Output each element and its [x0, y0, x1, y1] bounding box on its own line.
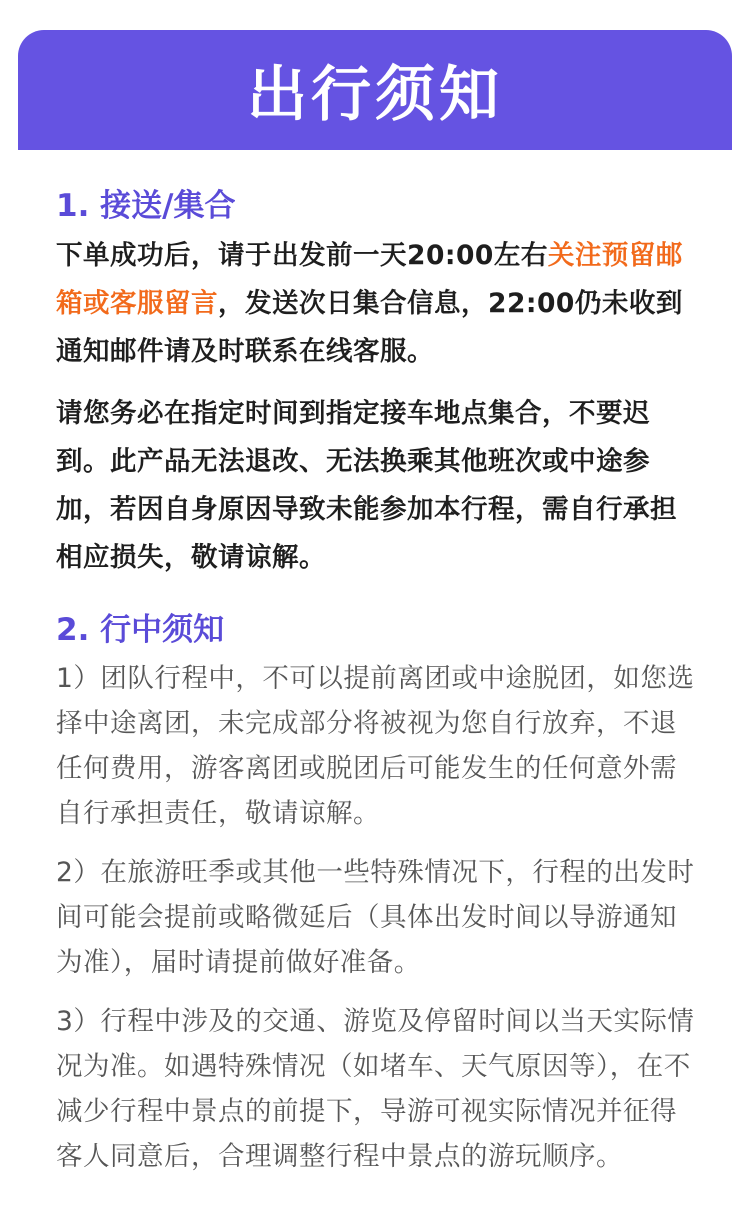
list-item: 1）团队行程中，不可以提前离团或中途脱团，如您选择中途离团，未完成部分将被视为您自行放弃，不退任何费用，游客离团或脱团后可能发生的任何意外需自行承担责任，敬请谅解。: [56, 663, 695, 829]
page-header: [18, 30, 732, 150]
notice-content: [56, 180, 696, 1193]
list-item: 2）在旅游旺季或其他一些特殊情况下，行程的出发时间可能会提前或略微延后（具体出发时间以导游通知为准），届时请提前做好准备。: [56, 857, 695, 978]
pickup-highlight: 关注预留邮箱或客服留言: [56, 240, 683, 319]
pickup-text-after: ，发送次日集合信息，22:00仍未收到通知邮件请及时联系在线客服。: [56, 288, 683, 367]
page-title: 出行须知: [247, 60, 503, 130]
section-title-pickup: 1. 接送/集合: [56, 188, 236, 224]
pickup-paragraph-2: 请您务必在指定时间到指定接车地点集合，不要迟到。此产品无法退改、无法换乘其他班次或中途参加，若因自身原因导致未能参加本行程，需自行承担相应损失，敬请谅解。: [56, 398, 677, 573]
pickup-paragraph-1: [56, 232, 696, 376]
list-item: 3）行程中涉及的交通、游览及停留时间以当天实际情况为准。如遇特殊情况（如堵车、天气原因等），在不减少行程中景点的前提下，导游可视实际情况并征得客人同意后，合理调整行程中景点的游玩顺序。: [56, 1006, 695, 1172]
section-title-during-trip: 2. 行中须知: [56, 612, 225, 648]
pickup-text-before: 下单成功后，请于出发前一天20:00左右: [56, 240, 548, 271]
